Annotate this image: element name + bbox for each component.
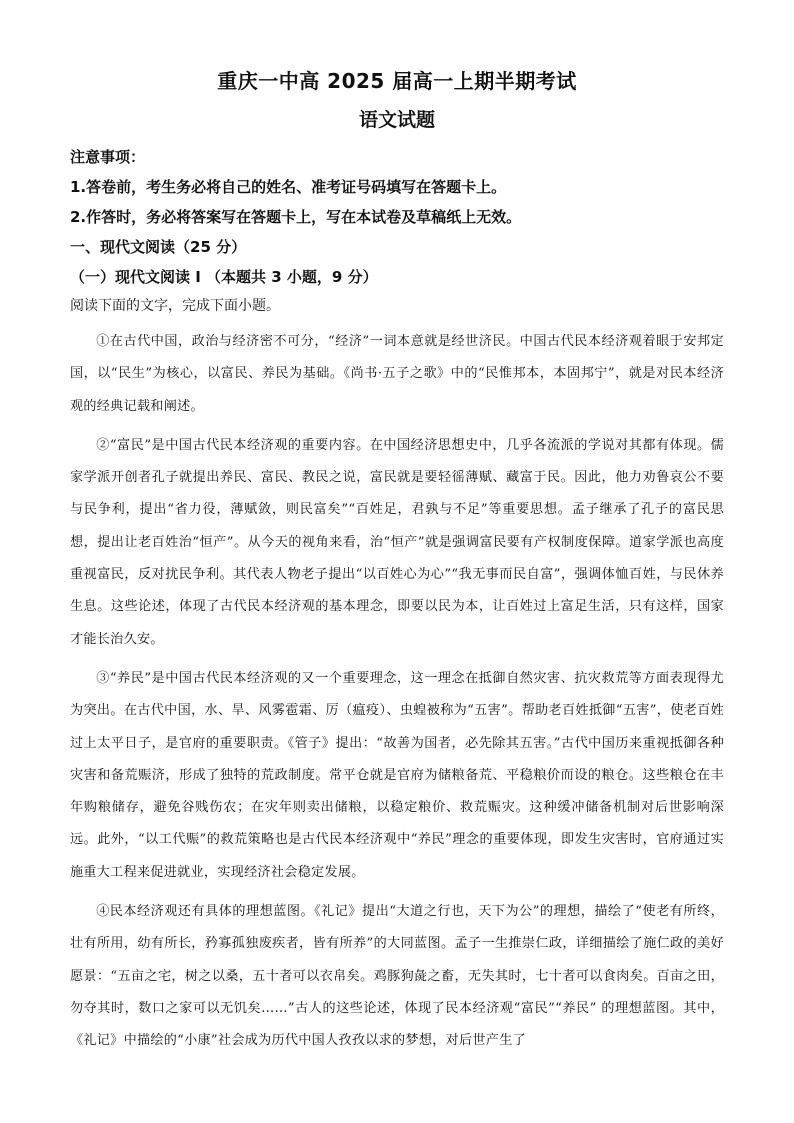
- passage-paragraph-4: ④民本经济观还有具体的理想蓝图。《礼记》提出“大道之行也，天下为公”的理想，描绘了“使老有所终，壮有所用，幼有所长，矜寡孤独废疾者，皆有所养”的大同蓝图。孟子一生推崇仁政，详细描绘了施仁政的美好愿景：“五亩之宅，树之以桑，五十者可以衣帛矣。鸡豚狗彘之畜，无失其时，七十者可以食肉矣。百亩之田，勿夺其时，数口之家可以无饥矣……”古人的这些论述，体现了民本经济观“富民”“养民” 的理想蓝图。其中，《礼记》中描绘的“小康”社会成为历代中国人孜孜以求的梦想，对后世产生了: [70, 904, 724, 1049]
- notice-item-2: 2.作答时，务必将答案写在答题卡上，写在本试卷及草稿纸上无效。: [70, 208, 522, 226]
- exam-title: 重庆一中高 2025 届高一上期半期考试: [217, 69, 577, 93]
- passage-paragraph-1: ①在古代中国，政治与经济密不可分，“经济”一词本意就是经世济民。中国古代民本经济观着眼于安邦定国，以“民生”为核心，以富民、养民为基础。《尚书·五子之歌》中的“民惟邦本，本固邦宁”，就是对民本经济观的经典记载和阐述。: [70, 334, 724, 414]
- reading-instruction: 阅读下面的文字，完成下面小题。: [70, 298, 280, 314]
- section-heading: 一、现代文阅读（25 分）: [70, 238, 247, 256]
- passage-paragraph-2: ②“富民”是中国古代民本经济观的重要内容。在中国经济思想史中，几乎各流派的学说对其都有体现。儒家学派开创者孔子就提出养民、富民、教民之说，富民就是要轻徭薄赋、藏富于民。因此，他力劝鲁哀公不要与民争利，提出“省力役，薄赋敛，则民富矣”“百姓足，君孰与不足”等重要思想。孟子继承了孔子的富民思想，提出让老百姓治“恒产”。从今天的视角来看，治“恒产”就是强调富民要有产权制度保障。道家学派也高度重视富民，反对扰民争利。其代表人物老子提出“以百姓心为心”“我无事而民自富”，强调体恤百姓，与民休养生息。这些论述，体现了古代民本经济观的基本理念，即要以民为本，让百姓过上富足生活，只有这样，国家才能长治久安。: [70, 437, 724, 647]
- passage-paragraph-3: ③“养民”是中国古代民本经济观的又一个重要理念，这一理念在抵御自然灾害、抗灾救荒等方面表现得尤为突出。在古代中国，水、旱、风雾雹霜、厉（瘟疫）、虫蝗被称为“五害”。帮助老百姓抵御“五害”，使老百姓过上太平日子，是官府的重要职责。《管子》提出：“故善为国者，必先除其五害。”古代中国历来重视抵御各种灾害和备荒赈济，形成了独特的荒政制度。常平仓就是官府为储粮备荒、平稳粮价而设的粮仓。这些粮仓在丰年购粮储存，避免谷贱伤农；在灾年则卖出储粮，以稳定粮价、救荒赈灾。这种缓冲储备机制对后世影响深远。此外，“以工代赈”的救荒策略也是古代民本经济观中“养民”理念的重要体现，即发生灾害时，官府通过实施重大工程来促进就业，实现经济社会稳定发展。: [70, 670, 724, 880]
- subsection-heading: （一）现代文阅读 I （本题共 3 小题，9 分）: [70, 268, 378, 286]
- notice-item-1: 1.答卷前，考生务必将自己的姓名、准考证号码填写在答题卡上。: [70, 178, 507, 196]
- exam-subtitle: 语文试题: [358, 109, 435, 131]
- notice-heading: 注意事项：: [70, 148, 146, 166]
